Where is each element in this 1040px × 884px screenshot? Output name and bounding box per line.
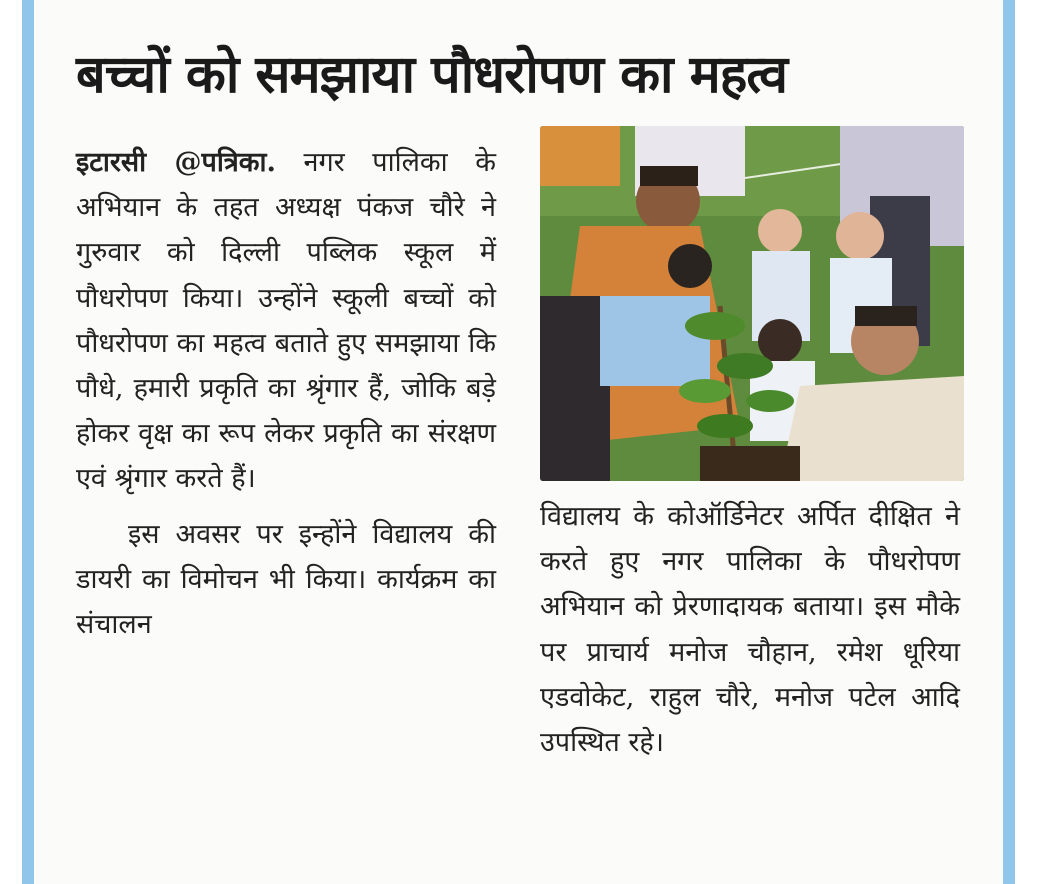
photo-illustration	[540, 126, 964, 481]
left-border-bar	[22, 0, 34, 884]
right-border-bar	[1003, 0, 1015, 884]
paragraph-1-text: नगर पालिका के अभियान के तहत अध्यक्ष पंकज चौरे ने गुरुवार को दिल्ली पब्लिक स्कूल में पौधरोपण किया। उन्होंने स्कूली बच्चों को पौधरोपण का महत्व बताते हुए समझाया कि पौधे, हमारी प्रकृति का श्रृंगार हैं, जोकि बड़े होकर वृक्ष का रूप लेकर प्रकृति का संरक्षण एवं श्रृंगार करते हैं।	[76, 147, 496, 495]
article-paragraph-2: इस अवसर पर इन्होंने विद्यालय की डायरी का विमोचन भी किया। कार्यक्रम का संचालन	[76, 518, 496, 641]
dateline: इटारसी @पत्रिका.	[76, 147, 276, 178]
article-column-left	[76, 140, 496, 647]
article-column-right	[540, 494, 960, 765]
news-photo-tree-planting	[540, 126, 964, 481]
article-paragraph-3: विद्यालय के कोऑर्डिनेटर अर्पित दीक्षित ने करते हुए नगर पालिका के पौधरोपण अभियान को प्रेरणादायक बताया। इस मौके पर प्राचार्य मनोज चौहान, रमेश धूरिया एडवोकेट, राहुल चौरे, मनोज पटेल आदि उपस्थित रहे।	[540, 501, 960, 759]
headline: बच्चों को समझाया पौधरोपण का महत्व	[76, 45, 788, 105]
article-paragraph-1	[76, 140, 496, 502]
